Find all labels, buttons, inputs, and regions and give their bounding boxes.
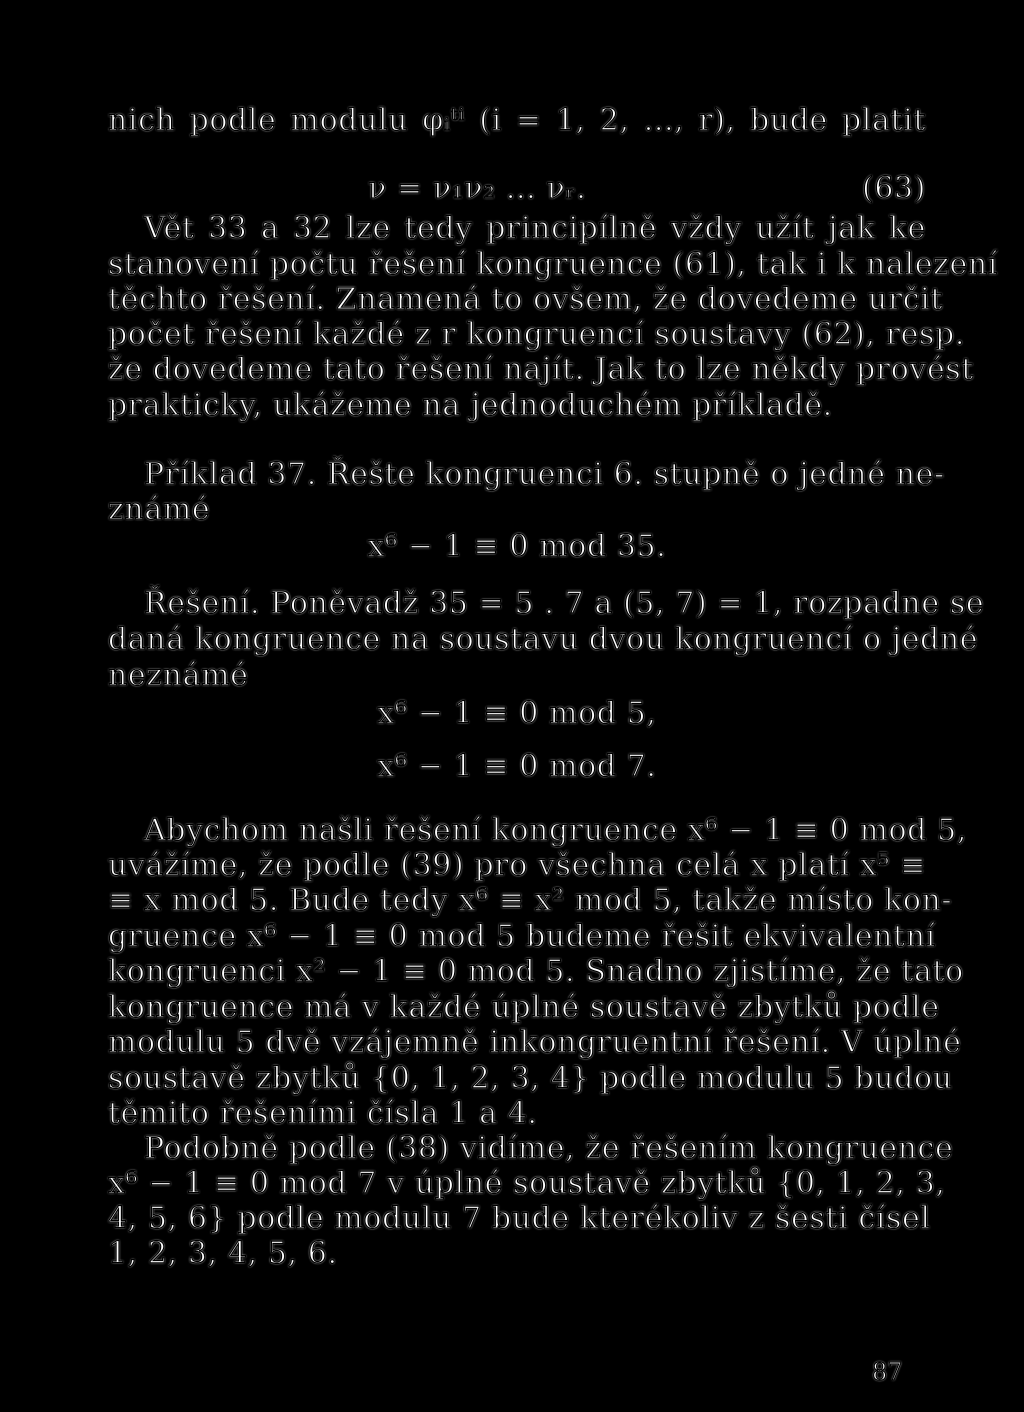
- text-line: těchto řešení. Znamená to ovšem, že dovedeme určit: [108, 282, 944, 317]
- solution-heading: Řešení. Poněvadž 35 = 5 . 7 a (5, 7) = 1, rozpadne se: [144, 586, 985, 621]
- text-line: uvážíme, že podle (39) pro všechna celá x platí x⁵ ≡: [108, 848, 926, 883]
- text-line: ≡ x mod 5. Bude tedy x⁶ ≡ x² mod 5, takže místo kon-: [108, 883, 953, 918]
- equation-number: (63): [862, 171, 926, 206]
- text-line: stanovení počtu řešení kongruence (61), tak i k nalezení: [108, 247, 998, 282]
- text-line: známé: [108, 492, 211, 527]
- equation: x⁶ − 1 ≡ 0 mod 35.: [367, 529, 667, 564]
- text-line: Podobně podle (38) vidíme, že řešením kongruence: [144, 1131, 954, 1166]
- text-line: kongruence má v každé úplné soustavě zbytků podle: [108, 990, 940, 1025]
- text-line: počet řešení každé z r kongruencí soustavy (62), resp.: [108, 317, 965, 352]
- text-line: nich podle modulu φᵢᵗⁱ (i = 1, 2, ..., r), bude platit: [108, 103, 926, 138]
- example-heading: Příklad 37. Řešte kongruenci 6. stupně o jedné ne-: [144, 457, 945, 492]
- text-line: Vět 33 a 32 lze tedy principílně vždy užít jak ke: [144, 211, 926, 246]
- text-line: gruence x⁶ − 1 ≡ 0 mod 5 budeme řešit ekvivalentní: [108, 919, 936, 954]
- text-line: těmito řešeními čísla 1 a 4.: [108, 1096, 538, 1131]
- equation: x⁶ − 1 ≡ 0 mod 7.: [377, 749, 657, 784]
- text-line: Abychom našli řešení kongruence x⁶ − 1 ≡ 0 mod 5,: [144, 813, 967, 848]
- page-number: 87: [872, 1358, 903, 1386]
- text-line: prakticky, ukážeme na jednoduchém příkladě.: [108, 388, 833, 423]
- equation-63: ν = ν₁ν₂ ... νᵣ.: [368, 171, 587, 206]
- text-line: kongruenci x² − 1 ≡ 0 mod 5. Snadno zjistíme, že tato: [108, 954, 964, 989]
- text-line: modulu 5 dvě vzájemně inkongruentní řešení. V úplné: [108, 1025, 962, 1060]
- text-line: že dovedeme tato řešení najít. Jak to lze někdy provést: [108, 352, 974, 387]
- equation: x⁶ − 1 ≡ 0 mod 5,: [377, 696, 657, 731]
- text-line: soustavě zbytků {0, 1, 2, 3, 4} podle modulu 5 budou: [108, 1061, 953, 1096]
- text-line: daná kongruence na soustavu dvou kongruencí o jedné: [108, 622, 979, 657]
- text-line: 4, 5, 6} podle modulu 7 bude kterékoliv z šesti čísel: [108, 1201, 931, 1236]
- text-line: neznámé: [108, 658, 249, 693]
- text-line: x⁶ − 1 ≡ 0 mod 7 v úplné soustavě zbytků {0, 1, 2, 3,: [108, 1166, 946, 1201]
- text-line: 1, 2, 3, 4, 5, 6.: [108, 1236, 338, 1271]
